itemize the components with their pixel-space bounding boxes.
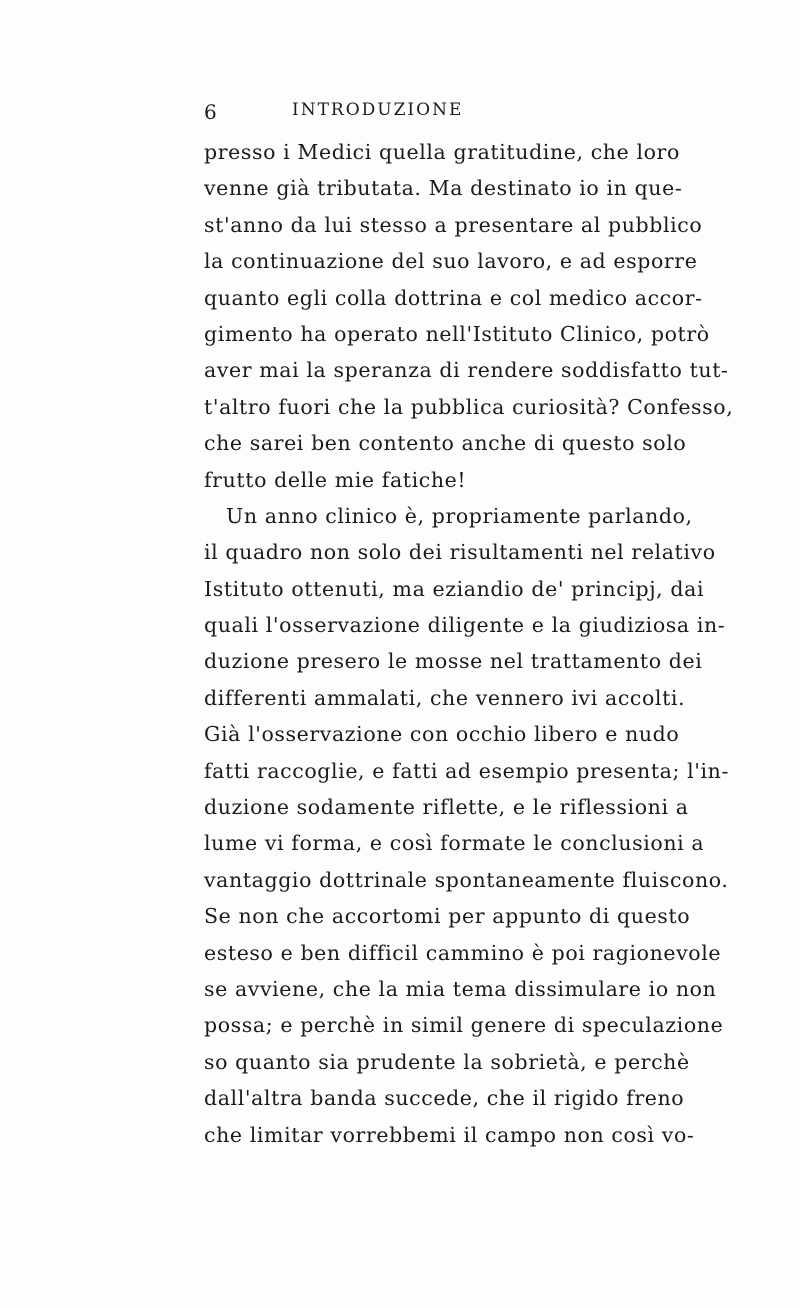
text-line: vantaggio dottrinale spontaneamente fluiscono. <box>204 867 729 892</box>
text-line: aver mai la speranza di rendere soddisfatto tut- <box>204 358 729 383</box>
text-line: frutto delle mie fatiche! <box>204 467 467 492</box>
running-head: INTRODUZIONE <box>292 100 464 120</box>
text-line: duzione presero le mosse nel trattamento dei <box>204 649 703 674</box>
text-line: la continuazione del suo lavoro, e ad esporre <box>204 249 698 274</box>
text-line: possa; e perchè in simil genere di speculazione <box>204 1013 724 1038</box>
text-line: esteso e ben difficil cammino è poi ragionevole <box>204 940 722 965</box>
text-line: Se non che accortomi per appunto di questo <box>204 904 691 929</box>
text-line: t'altro fuori che la pubblica curiosità? Confesso, <box>204 394 734 419</box>
text-line: se avviene, che la mia tema dissimulare io non <box>204 976 717 1001</box>
text-line: quanto egli colla dottrina e col medico accor- <box>204 285 703 310</box>
text-line: lume vi forma, e così formate le conclusioni a <box>204 831 705 856</box>
text-line: che limitar vorrebbemi il campo non così vo- <box>204 1122 695 1147</box>
text-line: presso i Medici quella gratitudine, che loro <box>204 140 680 164</box>
text-line: gimento ha operato nell'Istituto Clinico, potrò <box>204 321 710 346</box>
page-number: 6 <box>204 100 218 124</box>
page-header <box>200 100 620 124</box>
text-line: dall'altra banda succede, che il rigido freno <box>204 1086 685 1111</box>
paragraph-start-line: Un anno clinico è, propriamente parlando, <box>226 503 693 528</box>
text-line: il quadro non solo dei risultamenti nel relativo <box>204 540 716 565</box>
text-line: quali l'osservazione diligente e la giudiziosa in- <box>204 613 726 638</box>
text-line: venne già tributata. Ma destinato io in que- <box>204 176 683 201</box>
text-line: st'anno da lui stesso a presentare al pubblico <box>204 212 703 237</box>
text-line: Già l'osservazione con occhio libero e nudo <box>204 722 680 747</box>
text-line: differenti ammalati, che vennero ivi accolti. <box>204 685 686 710</box>
body-text <box>204 134 734 1153</box>
text-line: fatti raccoglie, e fatti ad esempio presenta; l'in- <box>204 758 729 783</box>
text-line: duzione sodamente riflette, e le riflessioni a <box>204 795 689 820</box>
text-line: Istituto ottenuti, ma eziandio de' principj, dai <box>204 576 705 601</box>
text-line: so quanto sia prudente la sobrietà, e perchè <box>204 1049 690 1074</box>
text-line: che sarei ben contento anche di questo solo <box>204 431 687 456</box>
